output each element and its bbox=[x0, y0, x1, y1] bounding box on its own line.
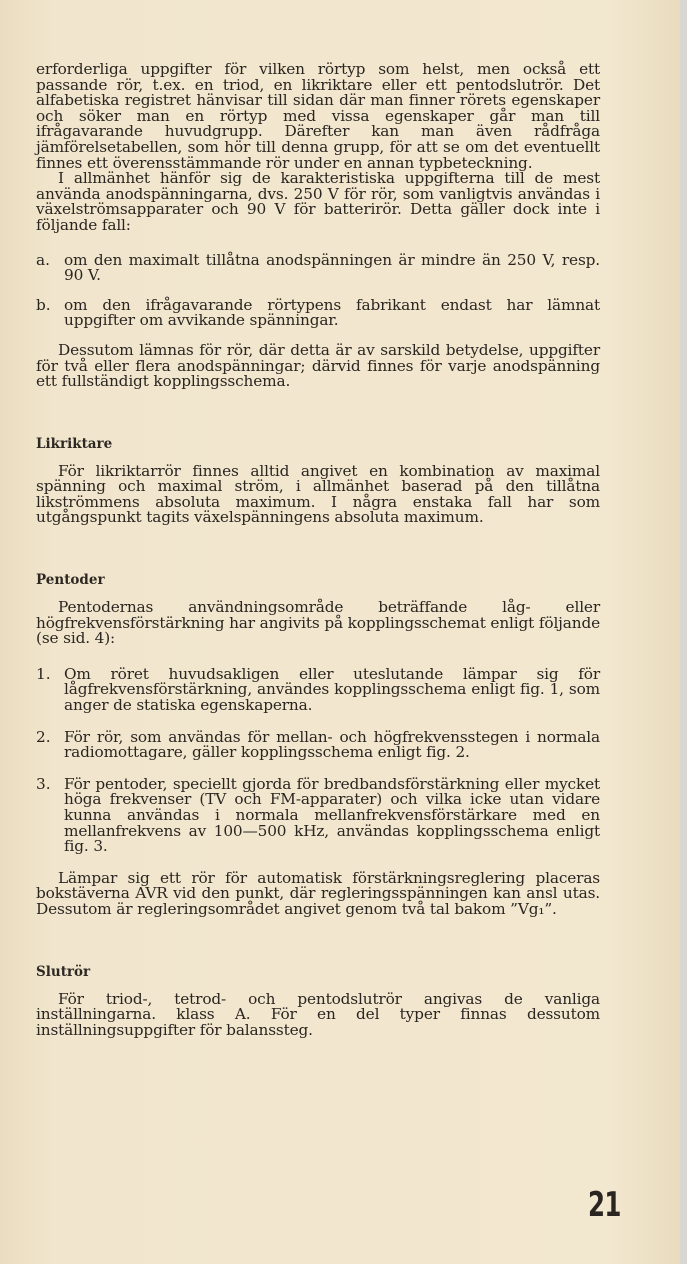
page-content bbox=[36, 62, 600, 1038]
pentoder-list bbox=[36, 664, 600, 856]
intro-paragraph-3: Dessutom lämnas för rör, där detta är av sarskild betydelse, uppgifter för två eller flera anodspänningar; därvid finnes för varje anodspänning ett fullständigt kopplingsschema. bbox=[36, 340, 600, 391]
page-number: 21 bbox=[588, 1185, 621, 1225]
section-heading-likriktare: Likriktare bbox=[36, 435, 113, 452]
list-item bbox=[36, 250, 600, 285]
intro-paragraph-1: erforderliga uppgifter för vilken rörtyp som helst, men också ett passande rör, t.ex. en triod, en likriktare eller ett pentodslutrör. Det alfabetiska registret hänvisar till sidan där man finner rörets egenskaper och söker man en rörtyp med vissa egenskaper går man till ifrågavarande huvudgrupp. Därefter kan man även rådfråga jämförelsetabellen, som hör till denna grupp, för att se om det eventuellt finnes ett överensstämmande rör under en annan typbeteckning. bbox=[36, 60, 600, 172]
list-item-text: Om röret huvudsakligen eller uteslutande lämpar sig för lågfrekvensförstärkning, användes kopplingsschema enligt fig. 1, som anger de statiska egenskaperna. bbox=[64, 664, 600, 715]
list-item-text: om den maximalt tillåtna anodspänningen är mindre än 250 V, resp. 90 V. bbox=[64, 250, 600, 285]
list-item bbox=[36, 664, 600, 715]
pentoder-paragraph-2: Lämpar sig ett rör för automatisk förstärkningsreglering placeras bokstäverna AVR vid den punkt, där regleringsspänningen kan ansl utas. Dessutom är regleringsområdet angivet genom två tal bakom ”Vg₁”. bbox=[36, 868, 600, 918]
conditions-list bbox=[36, 250, 600, 330]
list-item bbox=[36, 727, 600, 762]
list-marker: 1. bbox=[36, 664, 51, 683]
pentoder-paragraph-1: Pentodernas användningsområde beträffande låg- eller högfrekvensförstärkning har angivits på kopplingsschemat enligt följande (se sid. 4): bbox=[36, 598, 600, 648]
section-heading-pentoder: Pentoder bbox=[36, 572, 105, 589]
scan-edge bbox=[680, 0, 687, 1264]
list-marker: 3. bbox=[36, 774, 51, 793]
list-marker: 2. bbox=[36, 727, 51, 746]
list-item-text: För rör, som användas för mellan- och högfrekvensstegen i normala radiomottagare, gäller kopplingsschema enligt fig. 2. bbox=[64, 727, 600, 762]
section-heading-slutror: Slutrör bbox=[36, 963, 91, 980]
likriktare-paragraph: För likriktarrör finnes alltid angivet en kombination av maximal spänning och maximal ström, i allmänhet baserad på den tillåtna likströmmens absoluta maximum. I några enstaka fall har som utgångspunkt tagits växelspänningens absoluta maximum. bbox=[36, 461, 600, 527]
intro-paragraph-2: I allmänhet hänför sig de karakteristiska uppgifterna till de mest använda anodspänningarna, dvs. 250 V för rör, som vanligtvis användas i växelströmsapparater och 90 V för batterirör. Detta gäller dock inte i följande fall: bbox=[36, 169, 600, 234]
list-item bbox=[36, 295, 600, 330]
slutror-paragraph: För triod-, tetrod- och pentodslutrör angivas de vanliga inställningarna. klass A. För en del typer finnas dessutom inställningsuppgifter för balanssteg. bbox=[36, 989, 600, 1039]
list-item-text: För pentoder, speciellt gjorda för bredbandsförstärkning eller mycket höga frekvenser (TV och FM-apparater) och vilka icke utan vidare kunna användas i normala mellanfrekvensförstärkare med en mellanfrekvens av 100—500 kHz, användas kopplingsschema enligt fig. 3. bbox=[64, 774, 600, 856]
list-item bbox=[36, 774, 600, 856]
list-marker: a. bbox=[36, 250, 50, 269]
list-item-text: om den ifrågavarande rörtypens fabrikant endast har lämnat uppgifter om avvikande spänningar. bbox=[64, 295, 600, 330]
list-marker: b. bbox=[36, 295, 51, 314]
